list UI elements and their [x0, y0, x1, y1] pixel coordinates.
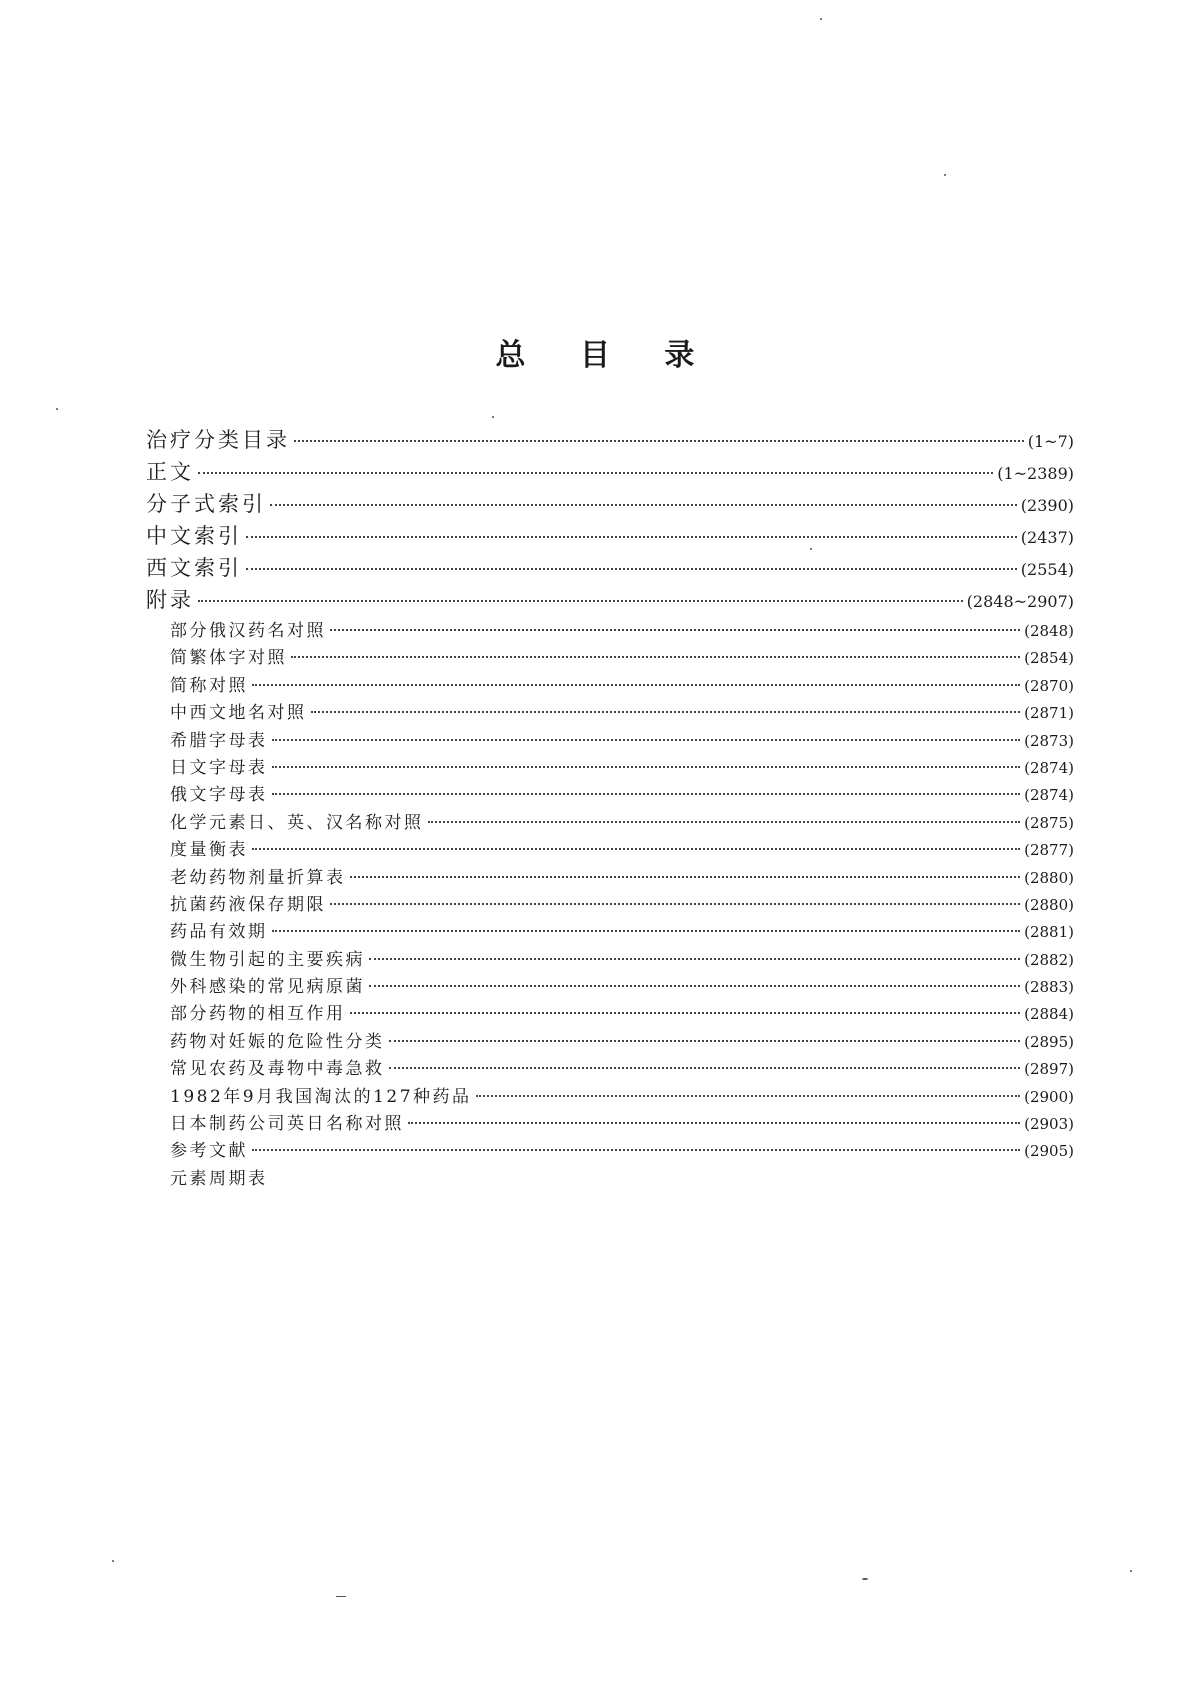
toc-entry-page: (2848~2907): [966, 592, 1074, 611]
toc-entry-page: (2877): [1024, 841, 1074, 860]
dot-leader: [408, 1122, 1020, 1124]
toc-subentry[interactable]: [146, 643, 1074, 670]
toc-entry-page: (2848): [1024, 622, 1074, 640]
page-title: 总 目 录: [495, 338, 717, 373]
dot-leader: [252, 1149, 1020, 1151]
toc-entry-label: 元素周期表: [170, 1168, 268, 1189]
toc-entry-label: 正文: [146, 460, 194, 484]
toc-entry-therapeutic-index[interactable]: [146, 424, 1074, 456]
dot-leader: [252, 684, 1020, 686]
toc-entry-page: (2905): [1024, 1142, 1074, 1161]
dot-leader: [272, 930, 1021, 932]
toc-subentry[interactable]: [146, 1136, 1074, 1163]
scan-speck: [492, 416, 494, 418]
toc-subentry[interactable]: [146, 863, 1074, 890]
toc-entry-label: 微生物引起的主要疾病: [170, 949, 365, 970]
toc-subentry[interactable]: [146, 671, 1074, 698]
toc-entry-page: (1~7): [1027, 432, 1074, 451]
dot-leader: [330, 903, 1020, 905]
toc-subentry[interactable]: [146, 616, 1074, 643]
toc-entry-page: (2881): [1024, 923, 1074, 942]
toc-entry-page: (2854): [1024, 649, 1074, 668]
toc-subentry[interactable]: [146, 780, 1074, 807]
toc-subentry[interactable]: [146, 972, 1074, 999]
toc-entry-page: (2882): [1024, 950, 1074, 969]
toc-entry-page: (2884): [1024, 1005, 1074, 1024]
toc-entry-label: 希腊字母表: [170, 730, 268, 751]
toc-entry-page: (2873): [1024, 731, 1074, 750]
toc-entry-label: 中西文地名对照: [170, 703, 307, 724]
toc-subentry[interactable]: [146, 835, 1074, 862]
dot-leader: [311, 711, 1021, 713]
dot-leader: [389, 1040, 1021, 1042]
toc-entry-page: (2874): [1024, 758, 1074, 777]
scan-speck: [820, 18, 822, 20]
toc-subentry[interactable]: [146, 999, 1074, 1026]
toc-entry-label: 附录: [146, 588, 194, 612]
dot-leader: [272, 739, 1021, 741]
dot-leader: [369, 958, 1020, 960]
dot-leader: [291, 656, 1020, 658]
dot-leader: [350, 876, 1021, 878]
dot-leader: [252, 848, 1020, 850]
toc-entry-label: 常见农药及毒物中毒急救: [170, 1059, 385, 1080]
toc-subentry[interactable]: [146, 1082, 1074, 1109]
dot-leader: [270, 504, 1017, 506]
toc-entry-label: 部分药物的相互作用: [170, 1004, 346, 1025]
toc-entry-label: 度量衡表: [170, 840, 248, 861]
dot-leader: [330, 629, 1020, 631]
toc-entry-page: (2880): [1024, 868, 1074, 887]
toc-entry-page: (2870): [1024, 676, 1074, 695]
toc-subentry[interactable]: [146, 753, 1074, 780]
scan-speck: [810, 548, 812, 550]
scan-speck: [862, 1578, 868, 1580]
toc-entry-page: (2900): [1024, 1087, 1074, 1106]
toc-entry-label: 西文索引: [146, 556, 242, 580]
dot-leader: [272, 793, 1021, 795]
toc-subentry[interactable]: [146, 726, 1074, 753]
toc-entry-label: 日文字母表: [170, 757, 268, 778]
toc-entry-label: 药物对妊娠的危险性分类: [170, 1031, 385, 1052]
dot-leader: [428, 821, 1021, 823]
toc-entry-page: (2880): [1024, 895, 1074, 914]
toc-entry-label: 俄文字母表: [170, 785, 268, 806]
dot-leader: [350, 1012, 1021, 1014]
toc-entry-label: 部分俄汉药名对照: [170, 621, 326, 641]
toc-entry-page: (2554): [1020, 560, 1074, 579]
toc-subentry[interactable]: [146, 808, 1074, 835]
dot-leader: [272, 766, 1021, 768]
toc-entry-page: (2390): [1020, 496, 1074, 515]
toc-entry-page: (2903): [1024, 1115, 1074, 1134]
scan-speck: [112, 1560, 114, 1562]
toc-subentry-periodic-table[interactable]: [146, 1164, 1074, 1191]
toc-entry-page: (2437): [1020, 528, 1074, 547]
toc-entry-label: 抗菌药液保存期限: [170, 894, 326, 915]
dot-leader: [476, 1095, 1021, 1097]
toc-subentry[interactable]: [146, 917, 1074, 944]
dot-leader: [246, 536, 1017, 538]
toc-entry-label: 1982年9月我国淘汰的127种药品: [170, 1086, 472, 1107]
toc-subentry[interactable]: [146, 1027, 1074, 1054]
toc-entry-label: 化学元素日、英、汉名称对照: [170, 812, 424, 833]
toc-entry-page: (2874): [1024, 786, 1074, 805]
toc-entry-page: (2883): [1024, 978, 1074, 997]
dot-leader: [246, 568, 1017, 570]
toc-entry-label: 简繁体字对照: [170, 648, 287, 669]
toc-entry-appendix[interactable]: [146, 584, 1074, 616]
toc-entry-page: (2895): [1024, 1032, 1074, 1051]
toc-entry-page: (2871): [1024, 704, 1074, 723]
toc-entry-western-index[interactable]: [146, 552, 1074, 584]
toc-entry-label: 药品有效期: [170, 922, 268, 943]
scan-speck: [336, 1596, 346, 1597]
toc-subentry[interactable]: [146, 945, 1074, 972]
toc-entry-label: 参考文献: [170, 1141, 248, 1162]
toc-entry-label: 老幼药物剂量折算表: [170, 867, 346, 888]
toc-subentry[interactable]: [146, 890, 1074, 917]
toc-entry-formula-index[interactable]: [146, 488, 1074, 520]
dot-leader: [294, 440, 1024, 442]
toc-entry-label: 治疗分类目录: [146, 428, 290, 452]
toc-entry-chinese-index[interactable]: [146, 520, 1074, 552]
toc-entry-page: (2897): [1024, 1060, 1074, 1079]
toc-entry-label: 中文索引: [146, 524, 242, 548]
scan-speck: [944, 174, 946, 176]
toc-entry-label: 外科感染的常见病原菌: [170, 977, 365, 998]
table-of-contents: [146, 424, 1074, 1191]
dot-leader: [198, 600, 963, 602]
toc-entry-label: 分子式索引: [146, 492, 266, 516]
dot-leader: [389, 1067, 1021, 1069]
toc-subentry[interactable]: [146, 698, 1074, 725]
scan-speck: [1130, 1570, 1132, 1572]
toc-entry-label: 简称对照: [170, 675, 248, 696]
toc-subentry[interactable]: [146, 1054, 1074, 1081]
toc-subentry[interactable]: [146, 1109, 1074, 1136]
toc-entry-label: 日本制药公司英日名称对照: [170, 1114, 404, 1135]
dot-leader: [369, 985, 1020, 987]
scan-speck: [56, 408, 58, 410]
dot-leader: [198, 472, 993, 474]
toc-entry-page: (2875): [1024, 813, 1074, 832]
toc-entry-page: (1~2389): [997, 464, 1074, 483]
toc-entry-main-text[interactable]: [146, 456, 1074, 488]
